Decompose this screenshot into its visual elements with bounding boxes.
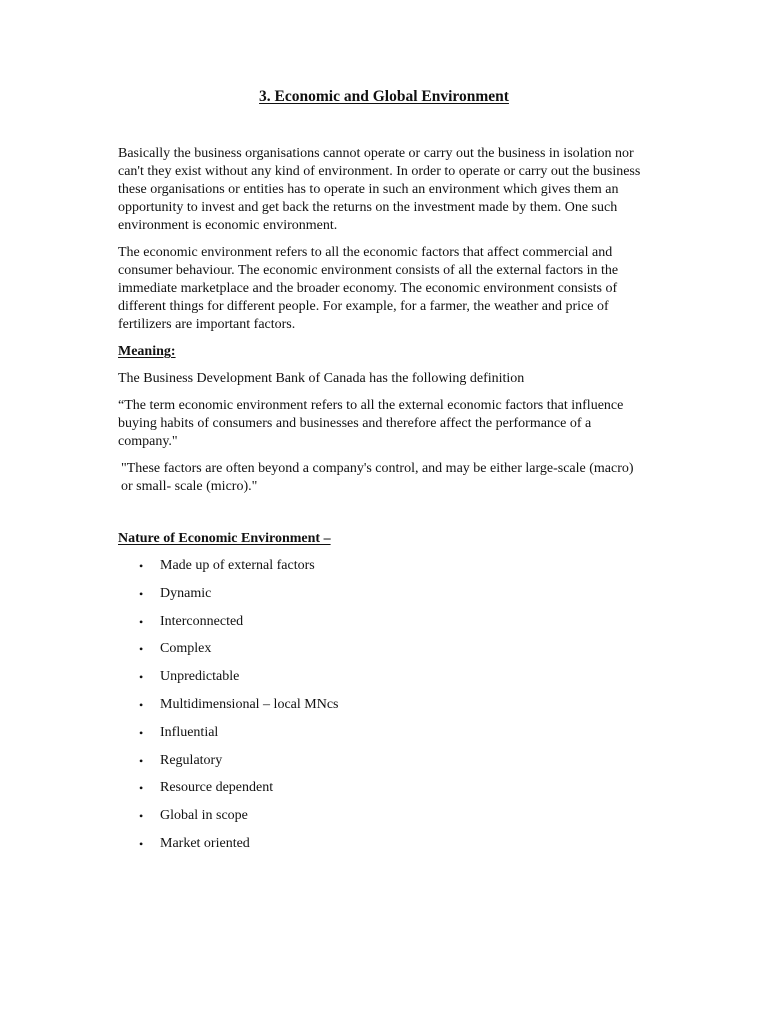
- bullet-icon: •: [139, 753, 144, 768]
- meaning-heading-row: [118, 343, 648, 361]
- list-item-text: Unpredictable: [160, 669, 240, 685]
- nature-heading: Nature of Economic Environment –: [118, 531, 331, 546]
- list-item: [118, 724, 648, 752]
- list-item-text: Regulatory: [160, 752, 223, 768]
- section-spacer: [118, 505, 648, 530]
- bullet-icon: •: [139, 614, 144, 629]
- list-item-text: Resource dependent: [160, 780, 274, 796]
- bullet-icon: •: [139, 781, 144, 796]
- list-item-text: Dynamic: [160, 585, 212, 601]
- list-item: [118, 640, 648, 668]
- list-item: [118, 557, 648, 585]
- list-item-text: Multidimensional – local MNcs: [160, 696, 339, 712]
- intro-paragraph-2: The economic environment refers to all the economic factors that affect commercial and consumer behaviour. The economic environment consists of all the external factors in the immediate marketplace and the broader economy. The economic environment consists of different things for different people. For example, for a farmer, the weather and price of fertilizers are important factors.: [118, 245, 619, 332]
- list-item: [118, 668, 648, 696]
- bullet-icon: •: [139, 809, 144, 824]
- meaning-intro: The Business Development Bank of Canada has the following definition: [118, 371, 525, 386]
- list-item-text: Influential: [160, 724, 219, 740]
- list-item-text: Global in scope: [160, 808, 248, 824]
- bullet-icon: •: [139, 725, 144, 740]
- list-item-text: Complex: [160, 641, 212, 657]
- list-item-text: Market oriented: [160, 835, 250, 851]
- bullet-icon: •: [139, 559, 144, 573]
- bullet-icon: •: [139, 836, 144, 851]
- page-title: [0, 86, 768, 108]
- meaning-quote-2: "These factors are often beyond a company's control, and may be either large-scale (macro) or small- scale (micro).": [121, 461, 634, 494]
- bullet-icon: •: [139, 697, 144, 712]
- nature-heading-row: [118, 530, 648, 548]
- list-item: [118, 613, 648, 641]
- page-title-text: 3. Economic and Global Environment: [259, 88, 509, 105]
- bullet-icon: •: [139, 586, 144, 601]
- list-item-text: Interconnected: [160, 613, 244, 629]
- list-item: [118, 779, 648, 807]
- document-body: [118, 145, 648, 863]
- meaning-heading: Meaning:: [118, 344, 176, 359]
- intro-paragraph-1: Basically the business organisations cannot operate or carry out the business in isolation nor can't they exist without any kind of environment. In order to operate or carry out the business these organisations or entities has to operate in such an environment which gives them an opportunity to invest and get back the returns on the investment made by them. One such environment is economic environment.: [118, 146, 641, 233]
- bullet-icon: •: [139, 670, 144, 685]
- bullet-icon: •: [139, 642, 144, 657]
- meaning-quote-1: “The term economic environment refers to all the external economic factors that influence buying habits of consumers and businesses and therefore affect the performance of a company.": [118, 398, 624, 449]
- list-item-text: Made up of external factors: [160, 558, 315, 573]
- nature-list: [118, 557, 648, 863]
- list-item: [118, 835, 648, 863]
- list-item: [118, 807, 648, 835]
- list-item: [118, 696, 648, 724]
- list-item: [118, 752, 648, 780]
- list-item: [118, 585, 648, 613]
